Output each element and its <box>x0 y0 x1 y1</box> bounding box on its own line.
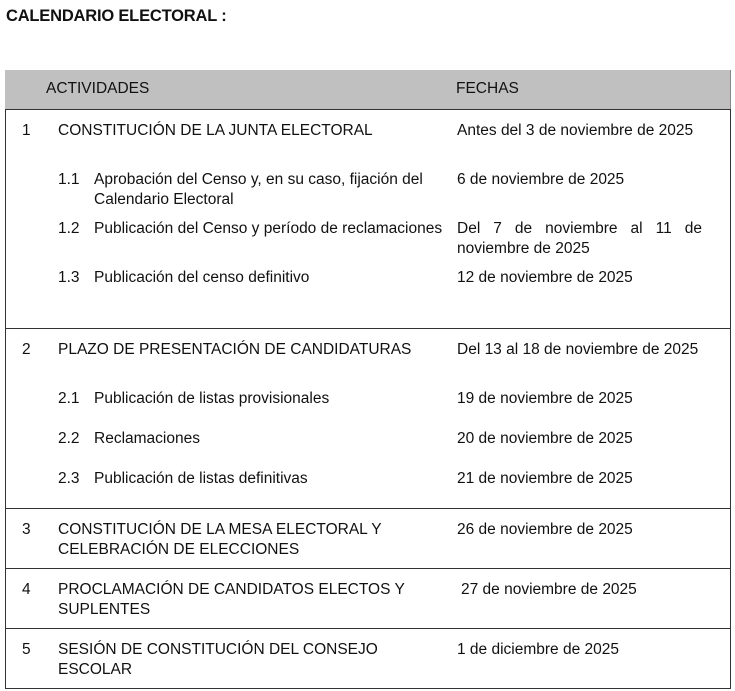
item-number: 2.3 <box>58 470 80 487</box>
section-date: Antes del 3 de noviembre de 2025 <box>457 122 694 139</box>
section-number: 3 <box>22 521 31 538</box>
table-row <box>6 469 730 489</box>
section-activity: CONSTITUCIÓN DE LA MESA ELECTORAL Y CELEBRACIÓN DE ELECCIONES <box>58 521 382 558</box>
electoral-calendar-table <box>5 70 731 689</box>
item-number: 1.1 <box>58 171 80 188</box>
item-date: 19 de noviembre de 2025 <box>457 390 633 407</box>
table-row <box>6 580 730 620</box>
item-activity: Publicación de listas definitivas <box>94 470 308 487</box>
section-activity: CONSTITUCIÓN DE LA JUNTA ELECTORAL <box>58 122 373 139</box>
item-number: 2.2 <box>58 430 80 447</box>
table-row <box>6 389 730 409</box>
table-section <box>6 508 730 568</box>
item-activity: Reclamaciones <box>94 430 200 447</box>
table-row <box>6 429 730 449</box>
item-date: 12 de noviembre de 2025 <box>457 269 633 286</box>
item-number: 2.1 <box>58 390 80 407</box>
page-title: CALENDARIO ELECTORAL : <box>6 7 227 25</box>
section-activity: SESIÓN DE CONSTITUCIÓN DEL CONSEJO ESCOLAR <box>58 641 378 678</box>
table-section <box>6 110 730 328</box>
item-date: Del 7 de noviembre al 11 de noviembre de 2025 <box>457 220 702 257</box>
item-activity: Publicación del censo definitivo <box>94 269 310 286</box>
item-date: 20 de noviembre de 2025 <box>457 430 633 447</box>
item-activity: Aprobación del Censo y, en su caso, fijación del Calendario Electoral <box>94 171 423 208</box>
section-number: 4 <box>22 581 31 598</box>
table-section <box>6 328 730 508</box>
item-number: 1.3 <box>58 269 80 286</box>
table-row <box>6 268 730 288</box>
section-number: 2 <box>22 341 31 358</box>
section-number: 5 <box>22 641 31 658</box>
section-activity: PROCLAMACIÓN DE CANDIDATOS ELECTOS Y SUPLENTES <box>58 581 405 618</box>
table-row <box>6 219 730 259</box>
section-date: 27 de noviembre de 2025 <box>461 581 637 598</box>
table-section <box>6 568 730 628</box>
item-activity: Publicación del Censo y período de reclamaciones <box>94 220 443 237</box>
item-date: 21 de noviembre de 2025 <box>457 470 633 487</box>
table-row <box>6 170 730 210</box>
item-number: 1.2 <box>58 220 80 237</box>
table-section <box>6 628 730 688</box>
section-date: Del 13 al 18 de noviembre de 2025 <box>457 341 699 358</box>
table-body <box>5 109 731 689</box>
header-activities: ACTIVIDADES <box>46 80 150 97</box>
table-row <box>6 340 730 380</box>
table-row <box>6 520 730 560</box>
section-date: 1 de diciembre de 2025 <box>457 641 620 658</box>
item-activity: Publicación de listas provisionales <box>94 390 330 407</box>
section-number: 1 <box>22 122 31 139</box>
section-date: 26 de noviembre de 2025 <box>457 521 633 538</box>
table-row <box>6 121 730 161</box>
table-header <box>5 70 731 109</box>
table-row <box>6 640 730 680</box>
section-activity: PLAZO DE PRESENTACIÓN DE CANDIDATURAS <box>58 341 412 358</box>
item-date: 6 de noviembre de 2025 <box>457 171 625 188</box>
header-dates: FECHAS <box>456 80 519 97</box>
